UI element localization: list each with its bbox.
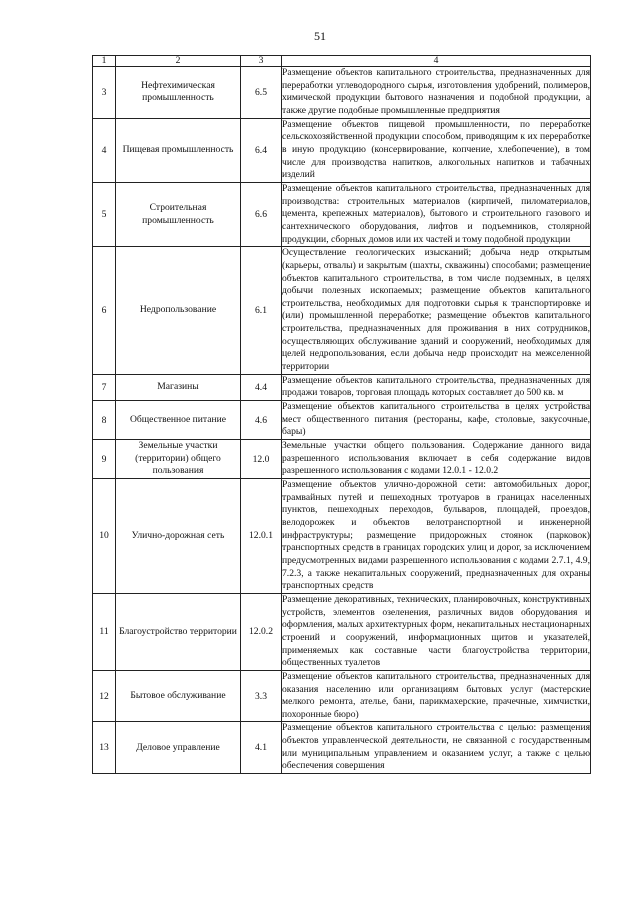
header-cell: 4 (282, 56, 591, 67)
use-name: Земельные участки (территории) общего пользования (116, 440, 241, 479)
use-code: 6.1 (241, 247, 282, 375)
use-description: Земельные участки общего пользования. Содержание данного вида разрешенного использования включает в себя содержание видов разрешенного использования с кодами 12.0.1 - 12.0.2 (282, 440, 591, 479)
row-number: 10 (93, 479, 116, 594)
use-name: Нефтехимическая промышленность (116, 67, 241, 119)
use-code: 3.3 (241, 670, 282, 722)
use-name: Общественное питание (116, 401, 241, 440)
use-description: Размещение объектов капитального строительства, предназначенных для оказания населению или организациям бытовых услуг (мастерские мелкого ремонта, ателье, бани, парикмахерские, прачечные, химчистки, похоронные бюро) (282, 670, 591, 722)
use-name: Улично-дорожная сеть (116, 479, 241, 594)
use-description: Размещение декоративных, технических, планировочных, конструктивных устройств, элементов озеленения, различных видов оборудования и оформления, малых архитектурных форм, некапитальных нестационарных строений и сооружений, информационных щитов и указателей, применяемых как составные части благоустройства территории, общественных туалетов (282, 593, 591, 670)
row-number: 5 (93, 182, 116, 246)
header-cell: 2 (116, 56, 241, 67)
use-name: Деловое управление (116, 722, 241, 774)
use-code: 4.4 (241, 374, 282, 400)
use-code: 12.0.2 (241, 593, 282, 670)
use-name: Строительная промышленность (116, 182, 241, 246)
use-name: Недропользование (116, 247, 241, 375)
table-row (93, 374, 591, 400)
table-row (93, 182, 591, 246)
use-code: 6.6 (241, 182, 282, 246)
table-row (93, 401, 591, 440)
row-number: 4 (93, 118, 116, 182)
use-code: 4.1 (241, 722, 282, 774)
table-row (93, 593, 591, 670)
use-description: Размещение объектов капитального строительства, предназначенных для переработки углеводородного сырья, изготовления удобрений, полимеров, химической продукции бытового назначения и подобной продукции, а также другие подобные промышленные предприятия (282, 67, 591, 119)
use-description: Осуществление геологических изысканий; добыча недр открытым (карьеры, отвалы) и закрытым (шахты, скважины) способами; размещение объектов капитального строительства, в том числе подземных, в целях добычи полезных ископаемых; размещение объектов капитального строительства, необходимых для подготовки сырья к транспортировке и (или) промышленной переработке; размещение объектов капитального строительства, предназначенных для проживания в них сотрудников, осуществляющих обслуживание зданий и сооружений, необходимых для целей недропользования, если добыча недр происходит на межселенной территории (282, 247, 591, 375)
row-number: 6 (93, 247, 116, 375)
use-name: Магазины (116, 374, 241, 400)
use-name: Благоустройство территории (116, 593, 241, 670)
use-description: Размещение объектов капитального строительства, предназначенных для продажи товаров, торговая площадь которых составляет до 500 кв. м (282, 374, 591, 400)
row-number: 7 (93, 374, 116, 400)
table-row (93, 479, 591, 594)
row-number: 3 (93, 67, 116, 119)
table-row (93, 67, 591, 119)
header-cell: 1 (93, 56, 116, 67)
table-row (93, 247, 591, 375)
table-row (93, 722, 591, 774)
row-number: 11 (93, 593, 116, 670)
row-number: 9 (93, 440, 116, 479)
table-row (93, 670, 591, 722)
use-description: Размещение объектов улично-дорожной сети: автомобильных дорог, трамвайных путей и пешеходных тротуаров в границах населенных пунктов, пешеходных переходов, бульваров, площадей, проездов, велодорожек и объектов велотранспортной и инженерной инфраструктуры; размещение придорожных стоянок (парковок) транспортных средств в границах городских улиц и дорог, за исключением предусмотренных видами разрешенного использования с кодами 2.7.1, 4.9, 7.2.3, а также некапитальных сооружений, предназначенных для охраны транспортных средств (282, 479, 591, 594)
row-number: 8 (93, 401, 116, 440)
row-number: 13 (93, 722, 116, 774)
use-description: Размещение объектов капитального строительства в целях устройства мест общественного питания (рестораны, кафе, столовые, закусочные, бары) (282, 401, 591, 440)
use-description: Размещение объектов пищевой промышленности, по переработке сельскохозяйственной продукции способом, приводящим к их переработке в иную продукцию (консервирование, копчение, хлебопечение), в том числе для производства напитков, алкогольных напитков и табачных изделий (282, 118, 591, 182)
use-code: 6.4 (241, 118, 282, 182)
row-number: 12 (93, 670, 116, 722)
use-name: Пищевая промышленность (116, 118, 241, 182)
land-use-table (92, 55, 591, 774)
use-description: Размещение объектов капитального строительства, предназначенных для производства: строительных материалов (кирпичей, пиломатериалов, цемента, крепежных материалов), бытового и строительного газового и сантехнического оборудования, лифтов и подъемников, столярной продукции, сборных домов или их частей и тому подобной продукции (282, 182, 591, 246)
use-description: Размещение объектов капитального строительства с целью: размещения объектов управленческой деятельности, не связанной с государственным или муниципальным управлением и оказанием услуг, а также с целью обеспечения совершения (282, 722, 591, 774)
use-code: 12.0.1 (241, 479, 282, 594)
table-header-row (93, 56, 591, 67)
use-code: 4.6 (241, 401, 282, 440)
use-code: 6.5 (241, 67, 282, 119)
use-code: 12.0 (241, 440, 282, 479)
page-number: 51 (314, 29, 326, 43)
table-row (93, 118, 591, 182)
table-row (93, 440, 591, 479)
use-name: Бытовое обслуживание (116, 670, 241, 722)
header-cell: 3 (241, 56, 282, 67)
